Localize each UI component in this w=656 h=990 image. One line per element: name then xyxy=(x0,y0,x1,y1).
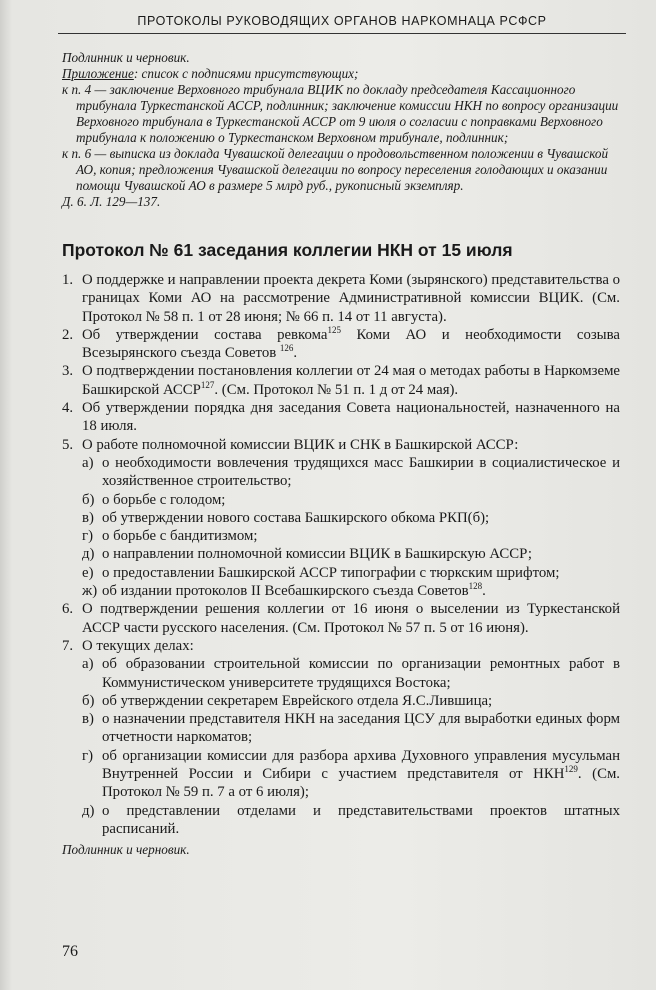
item-text xyxy=(102,656,620,690)
protocol-subitem xyxy=(82,545,620,563)
subitem-letter: в) xyxy=(82,509,94,526)
subitem-wrapper xyxy=(62,527,620,545)
footnote-ref: 129 xyxy=(564,764,578,775)
protocol-item xyxy=(62,399,620,436)
item-text-part: О подтверждении решения коллегии от 16 июня о выселении из Туркестанской АССР части русского населения. (См. Протокол № 57 п. 5 от 16 июня). xyxy=(82,601,620,636)
attachment-label: Приложение xyxy=(62,66,134,81)
protocol-title: Протокол № 61 заседания коллегии НКН от 15 июля xyxy=(62,240,513,260)
protocol-item xyxy=(62,326,620,363)
item-text xyxy=(82,324,620,362)
item-text-part: О текущих делах: xyxy=(82,637,194,654)
attachment-item-4: к п. 4 — заключение Верховного трибунала ВЦИК по докладу председателя Кассационного трибунала Туркестанской АССР, подлинник; заключение комиссии НКН по вопросу организации Верховного трибунала в Туркестанской АССР от 9 июля о согласии с поправками Верховного трибунала к положению о Туркестанском Верховном трибунале, подлинник; xyxy=(62,82,619,145)
item-text-part: Коми АО и необходимости созыва Всезырянского съезда Советов xyxy=(82,326,620,362)
item-text-part: Об утверждении порядка дня заседания Совета национальностей, назначенного на 18 июля. xyxy=(82,400,620,435)
protocol-subitem xyxy=(82,655,620,692)
subitem-letter: а) xyxy=(82,656,94,673)
item-text xyxy=(102,565,559,581)
protocol-item xyxy=(62,436,620,454)
subitem-letter: г) xyxy=(82,528,93,545)
subitem-letter: е) xyxy=(82,564,94,581)
subitem-wrapper xyxy=(62,747,620,802)
footer-note: Подлинник и черновик. xyxy=(62,842,190,858)
subitem-wrapper xyxy=(62,655,620,692)
subitem-letter: д) xyxy=(82,802,95,819)
page-number: 76 xyxy=(62,943,78,960)
item-text-part: О подтверждении постановления коллегии от 24 мая о методах работы в Наркомземе Башкирской АССР xyxy=(82,363,620,398)
attachment-text: : список с подписями присутствующих; xyxy=(133,66,359,81)
item-text-part: Об утверждении состава ревкома xyxy=(82,326,328,343)
item-text-part: . xyxy=(293,345,298,362)
protocol-subitem xyxy=(82,509,620,527)
item-number: 1. xyxy=(62,272,74,288)
item-number: 7. xyxy=(62,637,74,654)
subitem-wrapper xyxy=(62,692,620,710)
subitem-letter: а) xyxy=(82,454,94,471)
subitem-wrapper xyxy=(62,454,620,491)
item-text xyxy=(82,400,620,434)
item-text-part: О поддержке и направлении проекта декрета Коми (зырянского) представительства о границах Коми АО на рассмотрение Административной комиссии ВЦИК. (См. Протокол № 58 п. 1 от 28 июня; № 66 п. 14 от 11 августа). xyxy=(82,272,620,325)
item-text xyxy=(82,272,620,325)
subitem-wrapper xyxy=(62,564,620,582)
protocol-item xyxy=(62,637,620,655)
item-text xyxy=(102,546,532,562)
item-text-part: . xyxy=(482,583,486,600)
item-number: 4. xyxy=(62,400,74,417)
item-number: 3. xyxy=(62,363,74,380)
item-text xyxy=(102,492,225,508)
subitem-wrapper xyxy=(62,802,620,839)
attachment-line xyxy=(62,66,620,82)
protocol-subitem xyxy=(82,802,620,839)
subitem-letter: г) xyxy=(82,747,93,764)
subitem-wrapper xyxy=(62,491,620,509)
running-header: ПРОТОКОЛЫ РУКОВОДЯЩИХ ОРГАНОВ НАРКОМНАЦА РСФСР xyxy=(58,14,626,34)
item-text xyxy=(102,803,620,837)
item-text-part: об утверждении нового состава Башкирского обкома РКП(б); xyxy=(102,509,490,526)
item-text xyxy=(102,748,620,801)
protocol-subitem xyxy=(82,582,620,600)
protocol-items xyxy=(62,271,620,838)
protocol-item xyxy=(62,271,620,326)
protocol-item xyxy=(62,362,620,399)
item-text xyxy=(102,583,486,599)
item-text-part: о представлении отделами и представительствами проектов штатных расписаний. xyxy=(102,802,620,837)
item-text-part: о борьбе с голодом; xyxy=(102,491,226,508)
previous-protocol-notes xyxy=(62,50,620,210)
archive-reference: Д. 6. Л. 129—137. xyxy=(62,194,161,209)
subitem-wrapper xyxy=(62,509,620,527)
protocol-subitem xyxy=(82,692,620,710)
protocol-subitem xyxy=(82,454,620,491)
subitem-letter: б) xyxy=(82,491,95,508)
subitem-wrapper xyxy=(62,582,620,600)
item-text-part: об организации комиссии для разбора архива Духовного управления мусульман Внутренней России и Сибири с участием представителя от НКН xyxy=(102,747,620,783)
item-text-part: о предоставлении Башкирской АССР типографии с тюркским шрифтом; xyxy=(102,564,560,581)
item-text-part: . (См. Протокол № 51 п. 1 д от 24 мая). xyxy=(214,381,459,398)
subitem-wrapper xyxy=(62,545,620,563)
item-text-part: об утверждении секретарем Еврейского отдела Я.С.Лившица; xyxy=(102,692,493,709)
protocol-subitem xyxy=(82,747,620,802)
item-text xyxy=(102,528,257,544)
subitem-letter: д) xyxy=(82,546,95,563)
item-text-part: . (См. Протокол № 59 п. 7 а от 6 июля); xyxy=(102,766,621,801)
footnote-ref: 126 xyxy=(279,343,294,354)
original-note: Подлинник и черновик. xyxy=(62,50,190,65)
item-number: 6. xyxy=(62,601,74,618)
item-text-part: о борьбе с бандитизмом; xyxy=(102,528,258,545)
item-text xyxy=(102,510,489,526)
item-text xyxy=(82,638,194,654)
protocol-item xyxy=(62,600,620,637)
item-text-part: о необходимости вовлечения трудящихся масс Башкирии в социалистическое и хозяйственное строительство; xyxy=(102,454,620,490)
footnote-ref: 125 xyxy=(327,324,341,335)
item-text-part: о назначении представителя НКН на заседания ЦСУ для выработки единых форм отчетности наркоматов; xyxy=(102,711,620,746)
protocol-subitem xyxy=(82,564,620,582)
page-content xyxy=(62,50,620,858)
protocol-subitem xyxy=(82,710,620,747)
item-text xyxy=(102,693,492,709)
item-text xyxy=(102,711,620,745)
item-text-part: об издании протоколов II Всебашкирского съезда Советов xyxy=(102,583,469,600)
item-text-part: о направлении полномочной комиссии ВЦИК в Башкирскую АССР; xyxy=(102,546,533,563)
attachment-item-6: к п. 6 — выписка из доклада Чувашской делегации о продовольственном положении в Чувашской АО, копия; предложения Чувашской делегации по вопросу переселения голодающих и оказании помощи Чувашской АО в размере 5 млрд руб., рукописный экземпляр. xyxy=(62,146,609,193)
subitem-letter: б) xyxy=(82,692,95,709)
item-text xyxy=(82,601,620,635)
subitem-letter: ж) xyxy=(82,583,98,600)
footnote-ref: 127 xyxy=(200,379,215,390)
protocol-subitem xyxy=(82,491,620,509)
item-text-part: об образовании строительной комиссии по организации ремонтных работ в Коммунистическом университете трудящихся Востока; xyxy=(102,656,620,691)
subitem-wrapper xyxy=(62,710,620,747)
item-text xyxy=(82,437,518,453)
item-number: 5. xyxy=(62,436,74,453)
subitem-letter: в) xyxy=(82,711,94,728)
item-text xyxy=(102,455,620,489)
item-text xyxy=(82,363,620,397)
item-text-part: О работе полномочной комиссии ВЦИК и СНК в Башкирской АССР: xyxy=(82,436,519,453)
footnote-ref: 128 xyxy=(468,581,483,592)
item-number: 2. xyxy=(62,326,74,343)
protocol-subitem xyxy=(82,527,620,545)
